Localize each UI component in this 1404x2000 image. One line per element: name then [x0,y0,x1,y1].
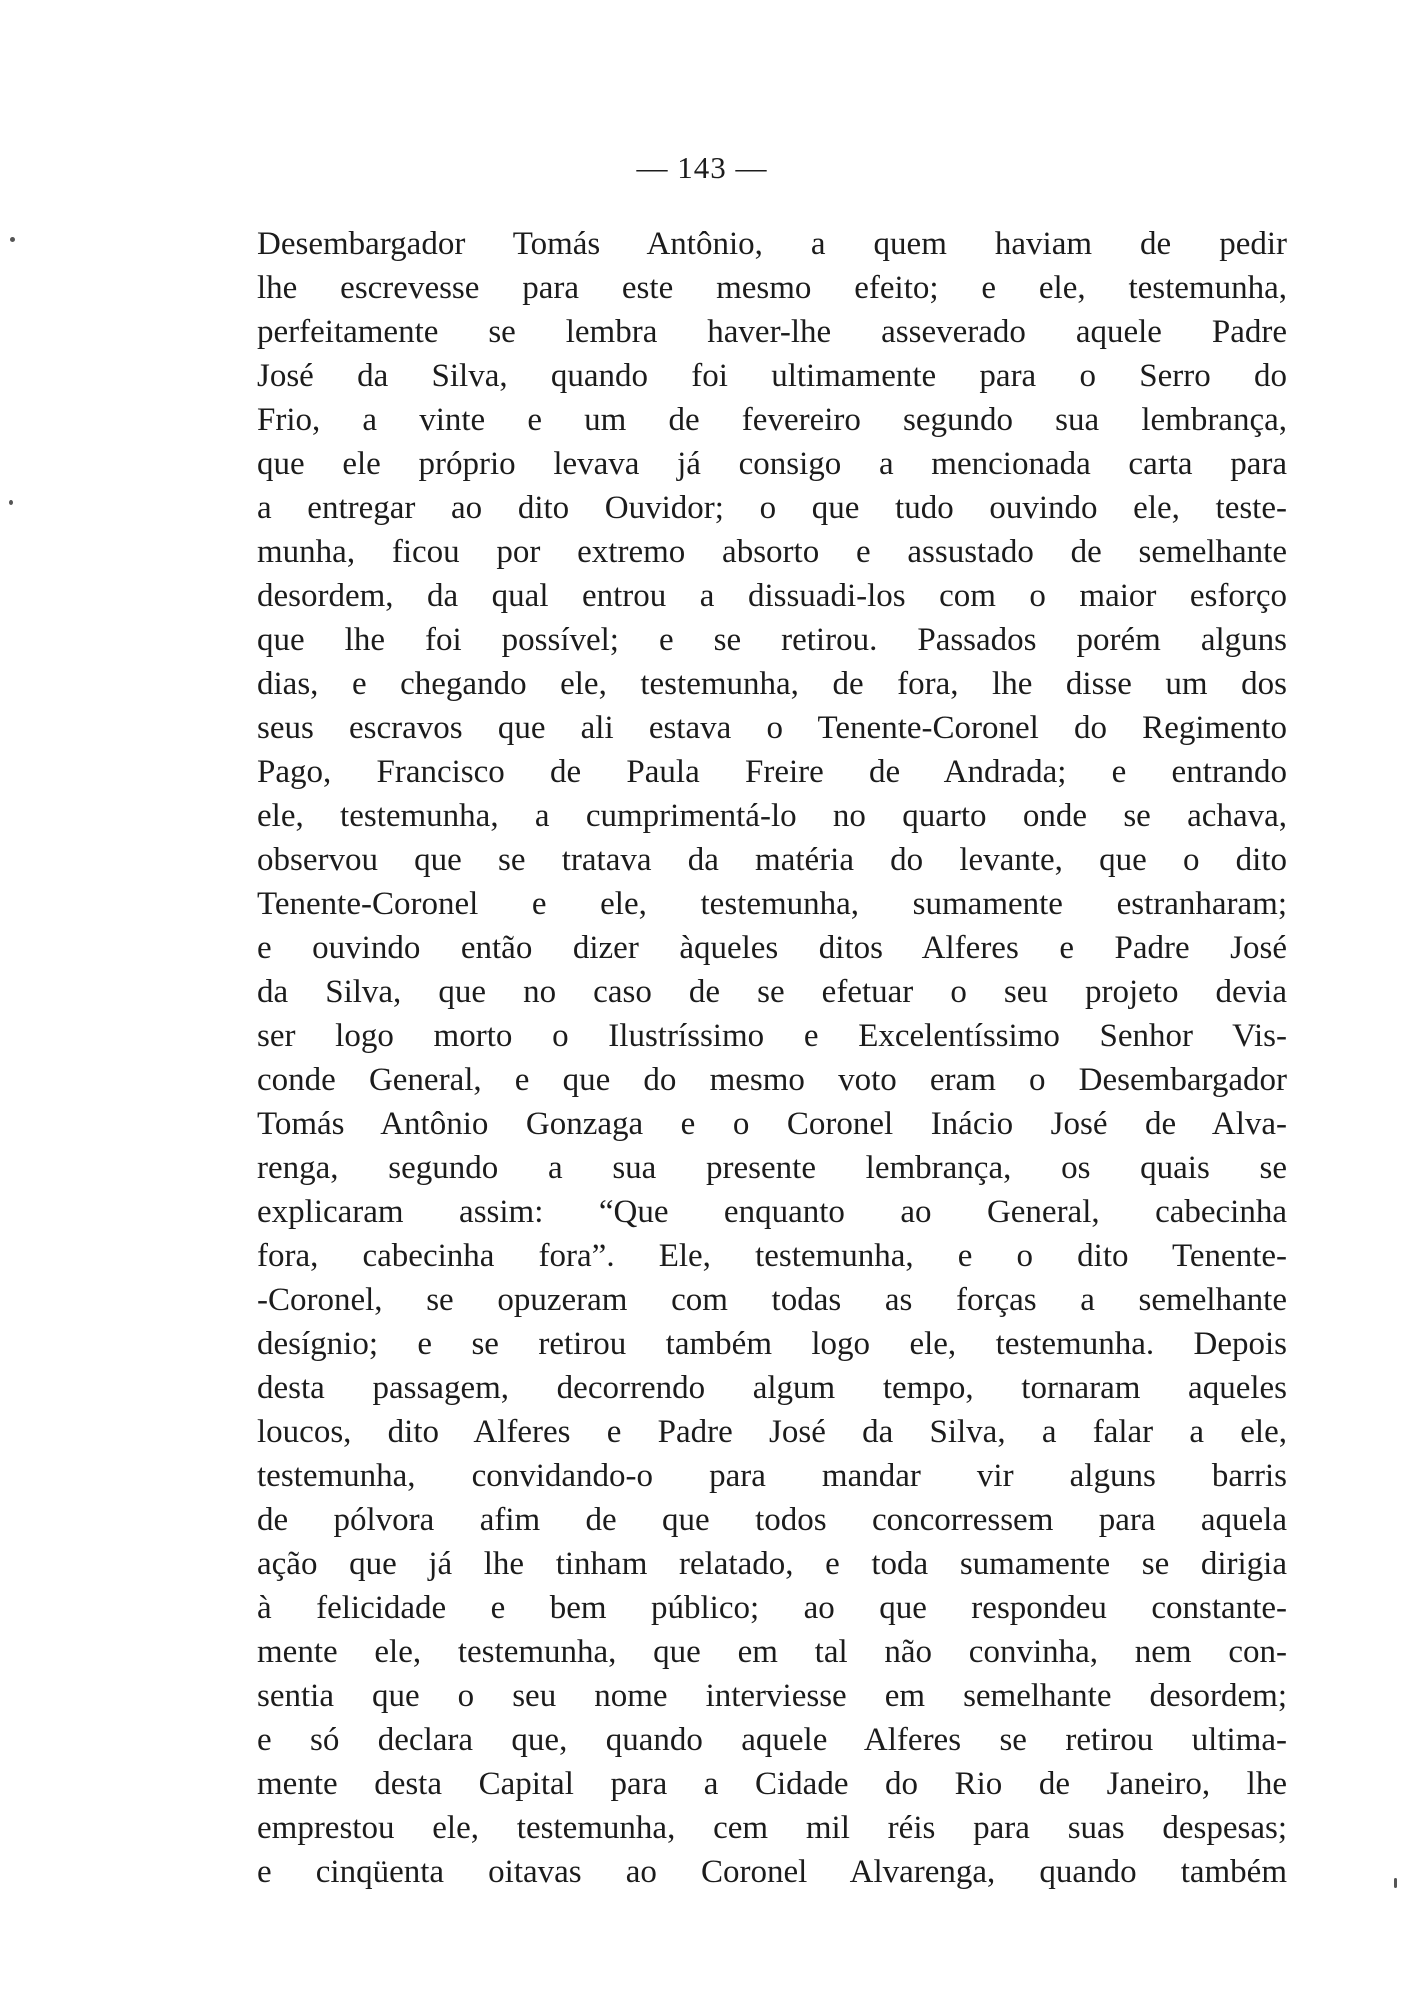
text-line: à felicidade e bem público; ao que respondeu constante- [257,1590,1287,1626]
text-line: fora, cabecinha fora”. Ele, testemunha, e o dito Tenente- [257,1238,1287,1274]
text-line: renga, segundo a sua presente lembrança, os quais se [257,1150,1287,1186]
text-line: observou que se tratava da matéria do levante, que o dito [257,842,1287,878]
text-line: ser logo morto o Ilustríssimo e Excelentíssimo Senhor Vis- [257,1018,1287,1054]
text-line: Tomás Antônio Gonzaga e o Coronel Inácio José de Alva- [257,1106,1287,1142]
text-line: mente ele, testemunha, que em tal não convinha, nem con- [257,1634,1287,1670]
text-line: ele, testemunha, a cumprimentá-lo no quarto onde se achava, [257,798,1287,834]
text-line: perfeitamente se lembra haver-lhe asseverado aquele Padre [257,314,1287,350]
text-line: dias, e chegando ele, testemunha, de fora, lhe disse um dos [257,666,1287,702]
text-line: munha, ficou por extremo absorto e assustado de semelhante [257,534,1287,570]
text-line: seus escravos que ali estava o Tenente-Coronel do Regimento [257,710,1287,746]
text-line: Pago, Francisco de Paula Freire de Andrada; e entrando [257,754,1287,790]
text-line: -Coronel, se opuzeram com todas as forças a semelhante [257,1282,1287,1318]
text-line: sentia que o seu nome interviesse em semelhante desordem; [257,1678,1287,1714]
scan-speck [10,237,15,242]
text-line: de pólvora afim de que todos concorressem para aquela [257,1502,1287,1538]
body-text [257,222,1287,1894]
text-line: lhe escrevesse para este mesmo efeito; e ele, testemunha, [257,270,1287,306]
text-line: explicaram assim: “Que enquanto ao General, cabecinha [257,1194,1287,1230]
scan-speck [1394,1878,1397,1888]
text-line: da Silva, que no caso de se efetuar o seu projeto devia [257,974,1287,1010]
page-number: — 143 — [636,150,768,185]
text-line: que ele próprio levava já consigo a mencionada carta para [257,446,1287,482]
text-line: Tenente-Coronel e ele, testemunha, sumamente estranharam; [257,886,1287,922]
text-line: desta passagem, decorrendo algum tempo, tornaram aqueles [257,1370,1287,1406]
text-line: e cinqüenta oitavas ao Coronel Alvarenga, quando também [257,1854,1287,1890]
text-line: testemunha, convidando-o para mandar vir alguns barris [257,1458,1287,1494]
text-line: e só declara que, quando aquele Alferes se retirou ultima- [257,1722,1287,1758]
text-line: ação que já lhe tinham relatado, e toda sumamente se dirigia [257,1546,1287,1582]
text-line: emprestou ele, testemunha, cem mil réis para suas despesas; [257,1810,1287,1846]
text-line: Desembargador Tomás Antônio, a quem haviam de pedir [257,226,1287,262]
text-line: que lhe foi possível; e se retirou. Passados porém alguns [257,622,1287,658]
scan-speck [9,500,13,505]
text-line: loucos, dito Alferes e Padre José da Silva, a falar a ele, [257,1414,1287,1450]
text-line: Frio, a vinte e um de fevereiro segundo sua lembrança, [257,402,1287,438]
text-line: e ouvindo então dizer àqueles ditos Alferes e Padre José [257,930,1287,966]
text-line: conde General, e que do mesmo voto eram o Desembargador [257,1062,1287,1098]
text-line: desígnio; e se retirou também logo ele, testemunha. Depois [257,1326,1287,1362]
text-line: José da Silva, quando foi ultimamente para o Serro do [257,358,1287,394]
text-line: a entregar ao dito Ouvidor; o que tudo ouvindo ele, teste- [257,490,1287,526]
text-line: desordem, da qual entrou a dissuadi-los com o maior esforço [257,578,1287,614]
text-line: mente desta Capital para a Cidade do Rio de Janeiro, lhe [257,1766,1287,1802]
